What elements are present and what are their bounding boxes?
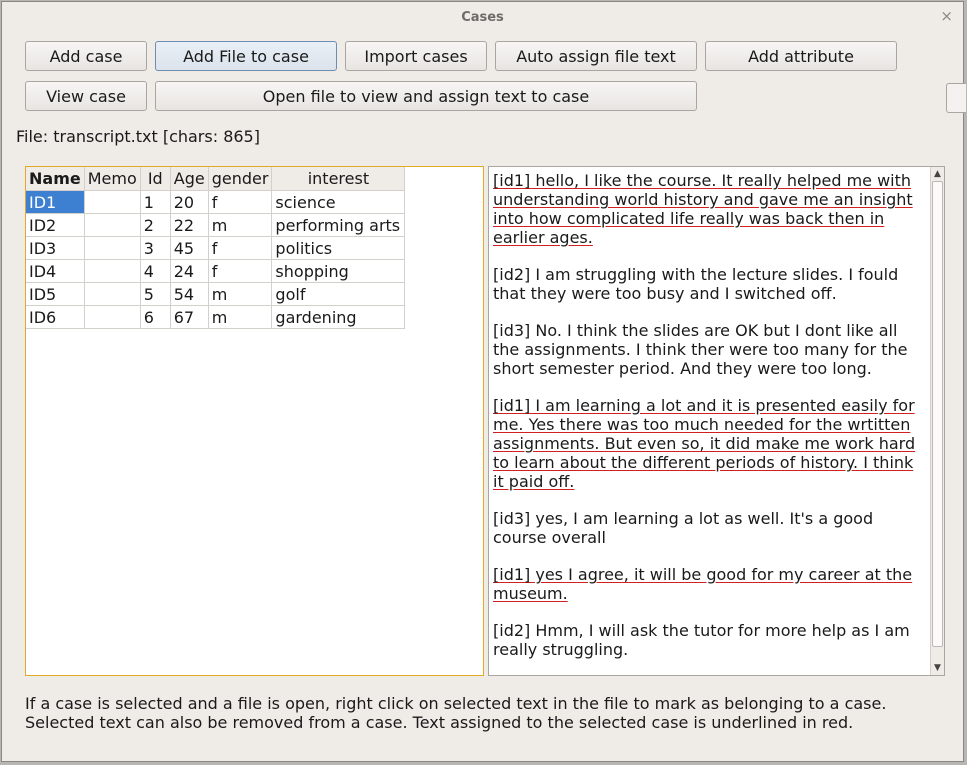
file-label: File: transcript.txt [chars: 865] — [16, 127, 260, 146]
open-file-button[interactable]: Open file to view and assign text to case — [155, 81, 697, 111]
text-paragraph[interactable] — [493, 509, 917, 547]
cell-name[interactable]: ID1 — [26, 191, 84, 214]
column-header-id[interactable]: Id — [140, 167, 170, 191]
cell-age[interactable]: 24 — [170, 260, 208, 283]
cell-gender[interactable]: f — [208, 191, 272, 214]
cell-interest[interactable]: science — [272, 191, 405, 214]
cell-memo[interactable] — [84, 260, 140, 283]
scroll-down-arrow-icon[interactable]: ▼ — [934, 663, 941, 673]
cell-id[interactable]: 4 — [140, 260, 170, 283]
cell-id[interactable]: 1 — [140, 191, 170, 214]
text-paragraph[interactable] — [493, 321, 917, 378]
cell-interest[interactable]: golf — [272, 283, 405, 306]
cell-id[interactable]: 5 — [140, 283, 170, 306]
cases-dialog — [1, 1, 964, 762]
cell-memo[interactable] — [84, 283, 140, 306]
cell-age[interactable]: 54 — [170, 283, 208, 306]
table-row[interactable] — [26, 237, 405, 260]
title-bar[interactable] — [2, 2, 963, 34]
close-icon[interactable]: × — [940, 7, 953, 25]
window-title: Cases — [461, 10, 504, 25]
text-paragraph[interactable] — [493, 565, 917, 603]
cell-interest[interactable]: shopping — [272, 260, 405, 283]
table-header-row — [26, 167, 405, 191]
cell-id[interactable]: 3 — [140, 237, 170, 260]
cell-gender[interactable]: f — [208, 237, 272, 260]
cases-table — [26, 167, 405, 329]
text-paragraph[interactable] — [493, 396, 917, 491]
cell-name[interactable]: ID3 — [26, 237, 84, 260]
column-header-name[interactable]: Name — [26, 167, 84, 191]
assigned-text[interactable]: [id1] yes I agree, it will be good for my career at the museum. — [493, 565, 913, 603]
add-file-to-case-button[interactable]: Add File to case — [155, 41, 337, 71]
auto-assign-file-text-button[interactable]: Auto assign file text — [495, 41, 697, 71]
partial-button[interactable] — [946, 83, 966, 113]
cell-age[interactable]: 20 — [170, 191, 208, 214]
cell-interest[interactable]: gardening — [272, 306, 405, 329]
cases-table-panel — [25, 166, 484, 676]
table-row[interactable] — [26, 283, 405, 306]
cell-gender[interactable]: m — [208, 214, 272, 237]
add-case-button[interactable]: Add case — [25, 41, 147, 71]
cell-interest[interactable]: politics — [272, 237, 405, 260]
cell-gender[interactable]: m — [208, 306, 272, 329]
assigned-text[interactable]: [id1] hello, I like the course. It really helped me with understanding world history and gave me an insight into how complicated life really was back then in earlier ages. — [493, 171, 913, 247]
cell-name[interactable]: ID5 — [26, 283, 84, 306]
table-row[interactable] — [26, 260, 405, 283]
vertical-scrollbar[interactable] — [930, 167, 944, 675]
scroll-up-arrow-icon[interactable]: ▲ — [934, 169, 941, 179]
import-cases-button[interactable]: Import cases — [345, 41, 487, 71]
text-paragraph[interactable] — [493, 265, 917, 303]
column-header-memo[interactable]: Memo — [84, 167, 140, 191]
column-header-interest[interactable]: interest — [272, 167, 405, 191]
cell-memo[interactable] — [84, 214, 140, 237]
cell-id[interactable]: 6 — [140, 306, 170, 329]
cell-name[interactable]: ID6 — [26, 306, 84, 329]
text-paragraph[interactable] — [493, 171, 917, 247]
column-header-age[interactable]: Age — [170, 167, 208, 191]
table-row[interactable] — [26, 214, 405, 237]
file-text-panel[interactable] — [488, 166, 945, 676]
help-line-1: If a case is selected and a file is open, right click on selected text in the file to mark as belonging to a case. — [25, 694, 887, 713]
cell-memo[interactable] — [84, 191, 140, 214]
cell-age[interactable]: 22 — [170, 214, 208, 237]
cell-age[interactable]: 67 — [170, 306, 208, 329]
cell-id[interactable]: 2 — [140, 214, 170, 237]
cell-memo[interactable] — [84, 237, 140, 260]
column-header-gender[interactable]: gender — [208, 167, 272, 191]
text-paragraph[interactable] — [493, 621, 917, 659]
cell-gender[interactable]: f — [208, 260, 272, 283]
cell-name[interactable]: ID4 — [26, 260, 84, 283]
cell-age[interactable]: 45 — [170, 237, 208, 260]
help-text — [25, 694, 945, 732]
cell-name[interactable]: ID2 — [26, 214, 84, 237]
cell-interest[interactable]: performing arts — [272, 214, 405, 237]
assigned-text[interactable]: [id1] I am learning a lot and it is presented easily for me. Yes there was too much needed for the wrtitten assignments. But even so, it did make me work hard to learn about the different periods of history. I think it paid off. — [493, 396, 916, 491]
help-line-2: Selected text can also be removed from a case. Text assigned to the selected case is underlined in red. — [25, 713, 854, 732]
cell-memo[interactable] — [84, 306, 140, 329]
table-row[interactable] — [26, 191, 405, 214]
cell-gender[interactable]: m — [208, 283, 272, 306]
unassigned-text[interactable]: [id2] I am struggling with the lecture slides. I fould that they were too busy and I switched off. — [493, 265, 899, 303]
file-text[interactable] — [493, 171, 917, 677]
unassigned-text[interactable]: [id3] No. I think the slides are OK but I dont like all the assignments. I think ther were too many for the short semester period. And they were too long. — [493, 321, 908, 378]
unassigned-text[interactable]: [id2] Hmm, I will ask the tutor for more help as I am really struggling. — [493, 621, 910, 659]
unassigned-text[interactable]: [id3] yes, I am learning a lot as well. It's a good course overall — [493, 509, 874, 547]
view-case-button[interactable]: View case — [25, 81, 147, 111]
scroll-thumb[interactable] — [932, 181, 943, 647]
add-attribute-button[interactable]: Add attribute — [705, 41, 897, 71]
table-row[interactable] — [26, 306, 405, 329]
